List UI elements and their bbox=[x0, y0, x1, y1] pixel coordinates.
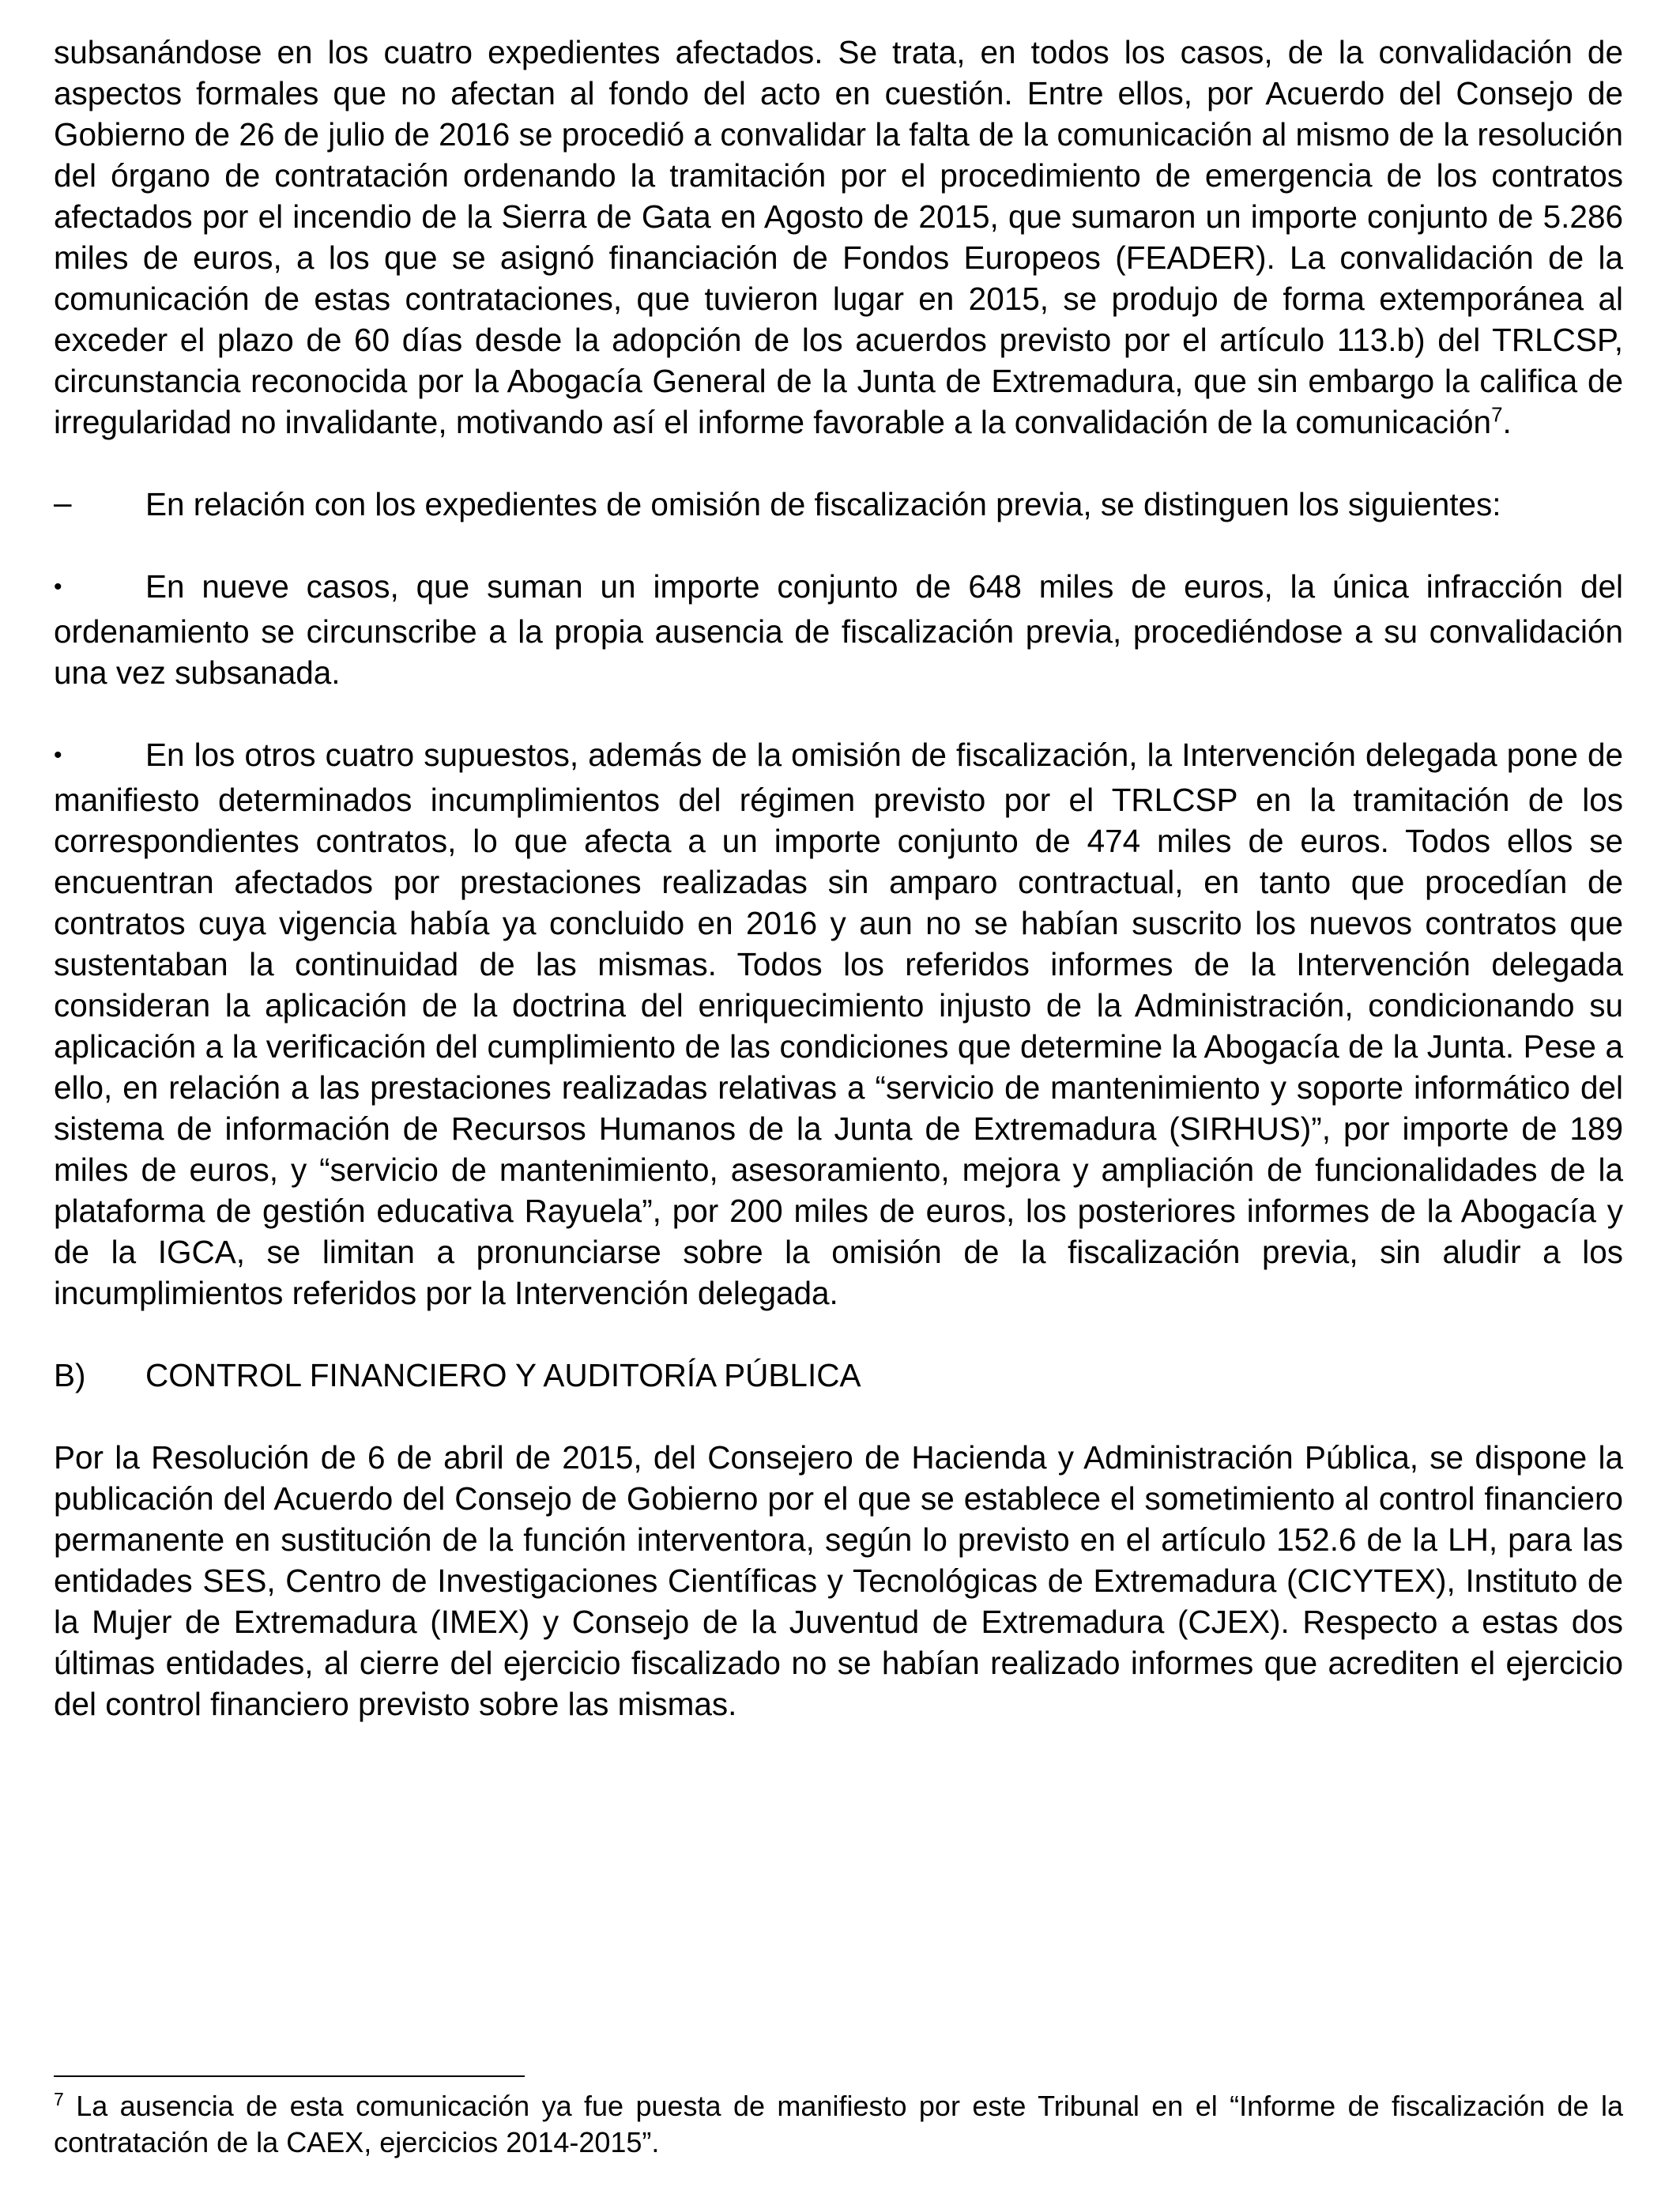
spacer bbox=[54, 1314, 1623, 1355]
spacer bbox=[54, 525, 1623, 566]
section-letter: B) bbox=[54, 1357, 86, 1393]
dash-list-item-text: En relación con los expedientes de omisión de fiscalización previa, se distinguen los siguientes: bbox=[145, 486, 1501, 522]
bullet-icon: • bbox=[54, 742, 62, 768]
footnote-text: La ausencia de esta comunicación ya fue puesta de manifiesto por este Tribunal en el “Informe de fiscalización de la contratación de la CAEX, ejercicios 2014-2015”. bbox=[54, 2090, 1623, 2158]
bullet-item-four-cases-text: En los otros cuatro supuestos, además de la omisión de fiscalización, la Intervención delegada pone de manifiesto determinados incumplimientos del régimen previsto por el TRLCSP en la tramitación de los correspondientes contratos, lo que afecta a un importe conjunto de 474 miles de euros. Todos ellos se encuentran afectados por prestaciones realizadas sin amparo contractual, en tanto que procedían de contratos cuya vigencia había ya concluido en 2016 y aun no se habían suscrito los nuevos contratos que sustentaban la continuidad de las mismas. Todos los referidos informes de la Intervención delegada consideran la aplicación de la doctrina del enriquecimiento injusto de la Administración, condicionando su aplicación a la verificación del cumplimiento de las condiciones que determine la Abogacía de la Junta. Pese a ello, en relación a las prestaciones realizadas relativas a “servicio de mantenimiento y soporte informático del sistema de información de Recursos Humanos de la Junta de Extremadura (SIRHUS)”, por importe de 189 miles de euros, y “servicio de mantenimiento, asesoramiento, mejora y ampliación de funcionalidades de la plataforma de gestión educativa Rayuela”, por 200 miles de euros, los posteriores informes de la Abogacía y de la IGCA, se limitan a pronunciarse sobre la omisión de la fiscalización previa, sin aludir a los incumplimientos referidos por la Intervención delegada. bbox=[54, 737, 1623, 1311]
bullet-item-nine-cases-text: En nueve casos, que suman un importe conjunto de 648 miles de euros, la única infracción del ordenamiento se circunscribe a la propia ausencia de fiscalización previa, procediéndose a su convalidación una vez subsanada. bbox=[54, 568, 1623, 691]
footnote-number: 7 bbox=[54, 2089, 64, 2109]
footnote bbox=[54, 2088, 1623, 2161]
bullet-item-nine-cases bbox=[54, 566, 1623, 693]
section-title: CONTROL FINANCIERO Y AUDITORÍA PÚBLICA bbox=[145, 1357, 861, 1393]
dash-list-item bbox=[54, 484, 1623, 525]
bullet-icon: • bbox=[54, 574, 62, 600]
spacer bbox=[54, 1396, 1623, 1437]
spacer bbox=[54, 693, 1623, 734]
paragraph-convalidation bbox=[54, 32, 1623, 443]
section-heading-b bbox=[54, 1355, 1623, 1396]
paragraph-financial-control: Por la Resolución de 6 de abril de 2015, del Consejero de Hacienda y Administración Pública, se dispone la publicación del Acuerdo del Consejo de Gobierno por el que se establece el sometimiento al control financiero permanente en sustitución de la función interventora, según lo previsto en el artículo 152.6 de la LH, para las entidades SES, Centro de Investigaciones Científicas y Tecnológicas de Extremadura (CICYTEX), Instituto de la Mujer de Extremadura (IMEX) y Consejo de la Juventud de Extremadura (CJEX). Respecto a estas dos últimas entidades, al cierre del ejercicio fiscalizado no se habían realizado informes que acrediten el ejercicio del control financiero previsto sobre las mismas. bbox=[54, 1439, 1623, 1722]
dash-marker-icon: – bbox=[54, 484, 72, 521]
paragraph-convalidation-end: . bbox=[1502, 404, 1512, 440]
document-body bbox=[54, 32, 1623, 1725]
footnote-divider bbox=[54, 2075, 525, 2077]
paragraph-convalidation-text: subsanándose en los cuatro expedientes afectados. Se trata, en todos los casos, de la convalidación de aspectos formales que no afectan al fondo del acto en cuestión. Entre ellos, por Acuerdo del Consejo de Gobierno de 26 de julio de 2016 se procedió a convalidar la falta de la comunicación al mismo de la resolución del órgano de contratación ordenando la tramitación por el procedimiento de emergencia de los contratos afectados por el incendio de la Sierra de Gata en Agosto de 2015, que sumaron un importe conjunto de 5.286 miles de euros, a los que se asignó financiación de Fondos Europeos (FEADER). La convalidación de la comunicación de estas contrataciones, que tuvieron lugar en 2015, se produjo de forma extemporánea al exceder el plazo de 60 días desde la adopción de los acuerdos previsto por el artículo 113.b) del TRLCSP, circunstancia reconocida por la Abogacía General de la Junta de Extremadura, que sin embargo la califica de irregularidad no invalidante, motivando así el informe favorable a la convalidación de la comunicación bbox=[54, 34, 1623, 440]
bullet-item-four-cases bbox=[54, 734, 1623, 1314]
spacer bbox=[54, 443, 1623, 484]
footnote-reference[interactable]: 7 bbox=[1491, 402, 1503, 427]
